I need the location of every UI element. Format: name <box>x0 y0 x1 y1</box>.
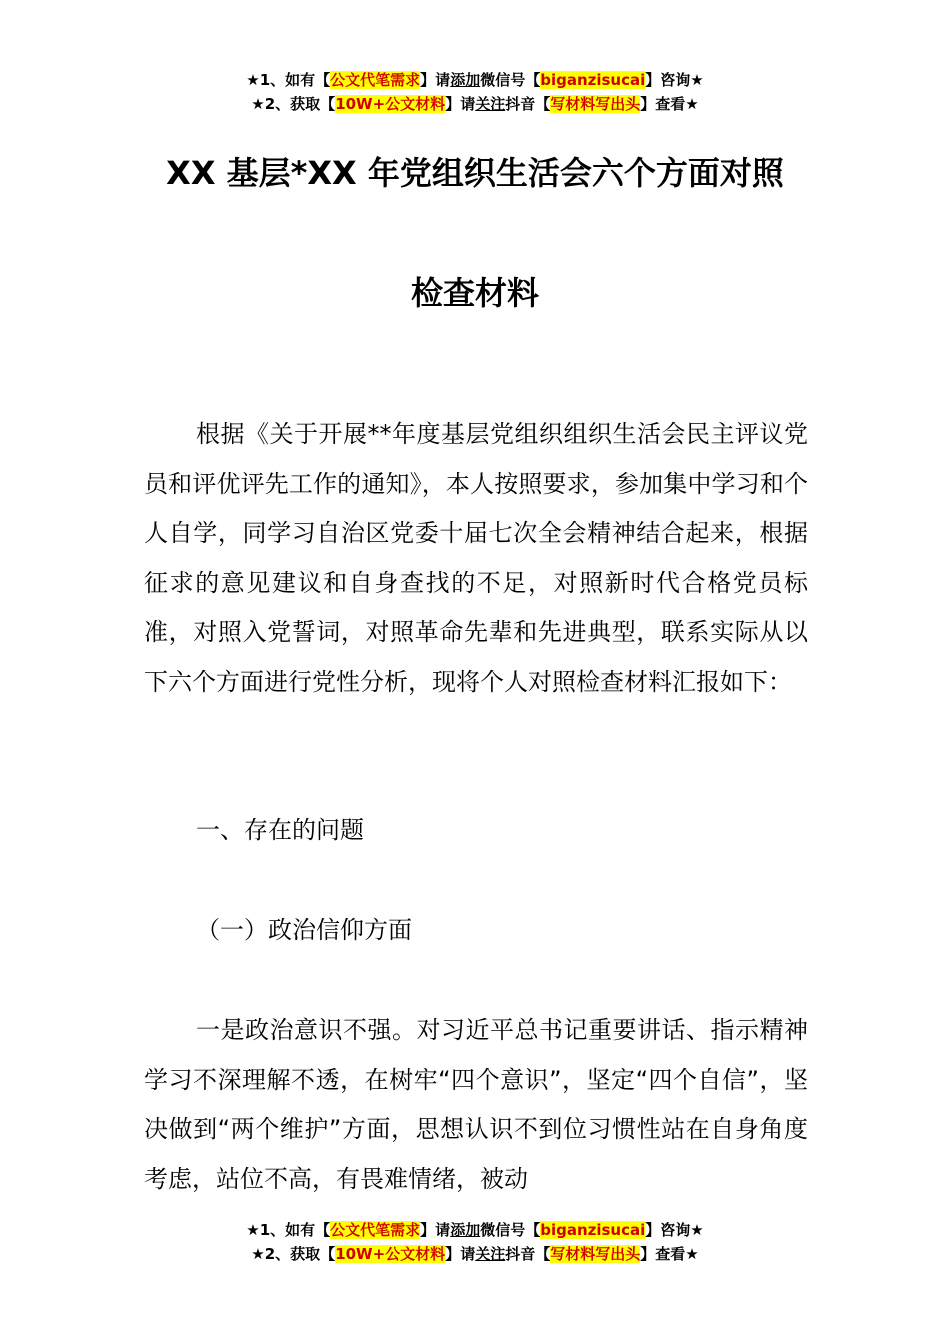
highlight-materials: 10W+公文材料 <box>335 95 446 113</box>
subsection-heading-political-belief: （一）政治信仰方面 <box>196 916 412 944</box>
document-title-line-2: 检查材料 <box>410 274 539 312</box>
intro-paragraph: 根据《关于开展**年度基层党组织组织生活会民主评议党员和评优评先工作的通知》，本人按照要求，参加集中学习和个人自学，同学习自治区党委十届七次全会精神结合起来，根据征求的意见建议和自身查找的不足，对照新时代合格党员标准，对照入党誓词，对照革命先辈和先进典型，联系实际从以下六个方面进行党性分析，现将个人对照检查材料汇报如下： <box>144 420 808 696</box>
section-heading-problems: 一、存在的问题 <box>196 816 364 844</box>
emphasis-follow: 关注 <box>475 1245 506 1263</box>
highlight-wechat-id: biganzisucai <box>540 71 646 89</box>
header-banner-line-2: ★2、获取【10W+公文材料】请关注抖音【写材料写出头】查看★ <box>251 95 699 113</box>
emphasis-add: 添加 <box>450 1221 481 1239</box>
body-paragraph-political-awareness: 一是政治意识不强。对习近平总书记重要讲话、指示精神学习不深理解不透，在树牢“四个意识”，坚定“四个自信”，坚决做到“两个维护”方面，思想认识不到位习惯性站在自身角度考虑，站位不高，有畏难情绪，被动 <box>144 1016 808 1193</box>
footer-banner <box>0 1218 950 1266</box>
document-title-line-1: XX 基层*XX 年党组织生活会六个方面对照 <box>166 154 784 192</box>
highlight-service: 公文代笔需求 <box>330 1221 421 1239</box>
highlight-wechat-id: biganzisucai <box>540 1221 646 1239</box>
header-banner-line-1: ★1、如有【公文代笔需求】请添加微信号【biganzisucai】咨询★ <box>246 71 704 89</box>
highlight-materials: 10W+公文材料 <box>335 1245 446 1263</box>
footer-banner-line-1: ★1、如有【公文代笔需求】请添加微信号【biganzisucai】咨询★ <box>246 1221 704 1239</box>
emphasis-follow: 关注 <box>475 95 506 113</box>
highlight-douyin-account: 写材料写出头 <box>550 95 641 113</box>
header-banner <box>0 68 950 116</box>
emphasis-add: 添加 <box>450 71 481 89</box>
highlight-service: 公文代笔需求 <box>330 71 421 89</box>
footer-banner-line-2: ★2、获取【10W+公文材料】请关注抖音【写材料写出头】查看★ <box>251 1245 699 1263</box>
highlight-douyin-account: 写材料写出头 <box>550 1245 641 1263</box>
